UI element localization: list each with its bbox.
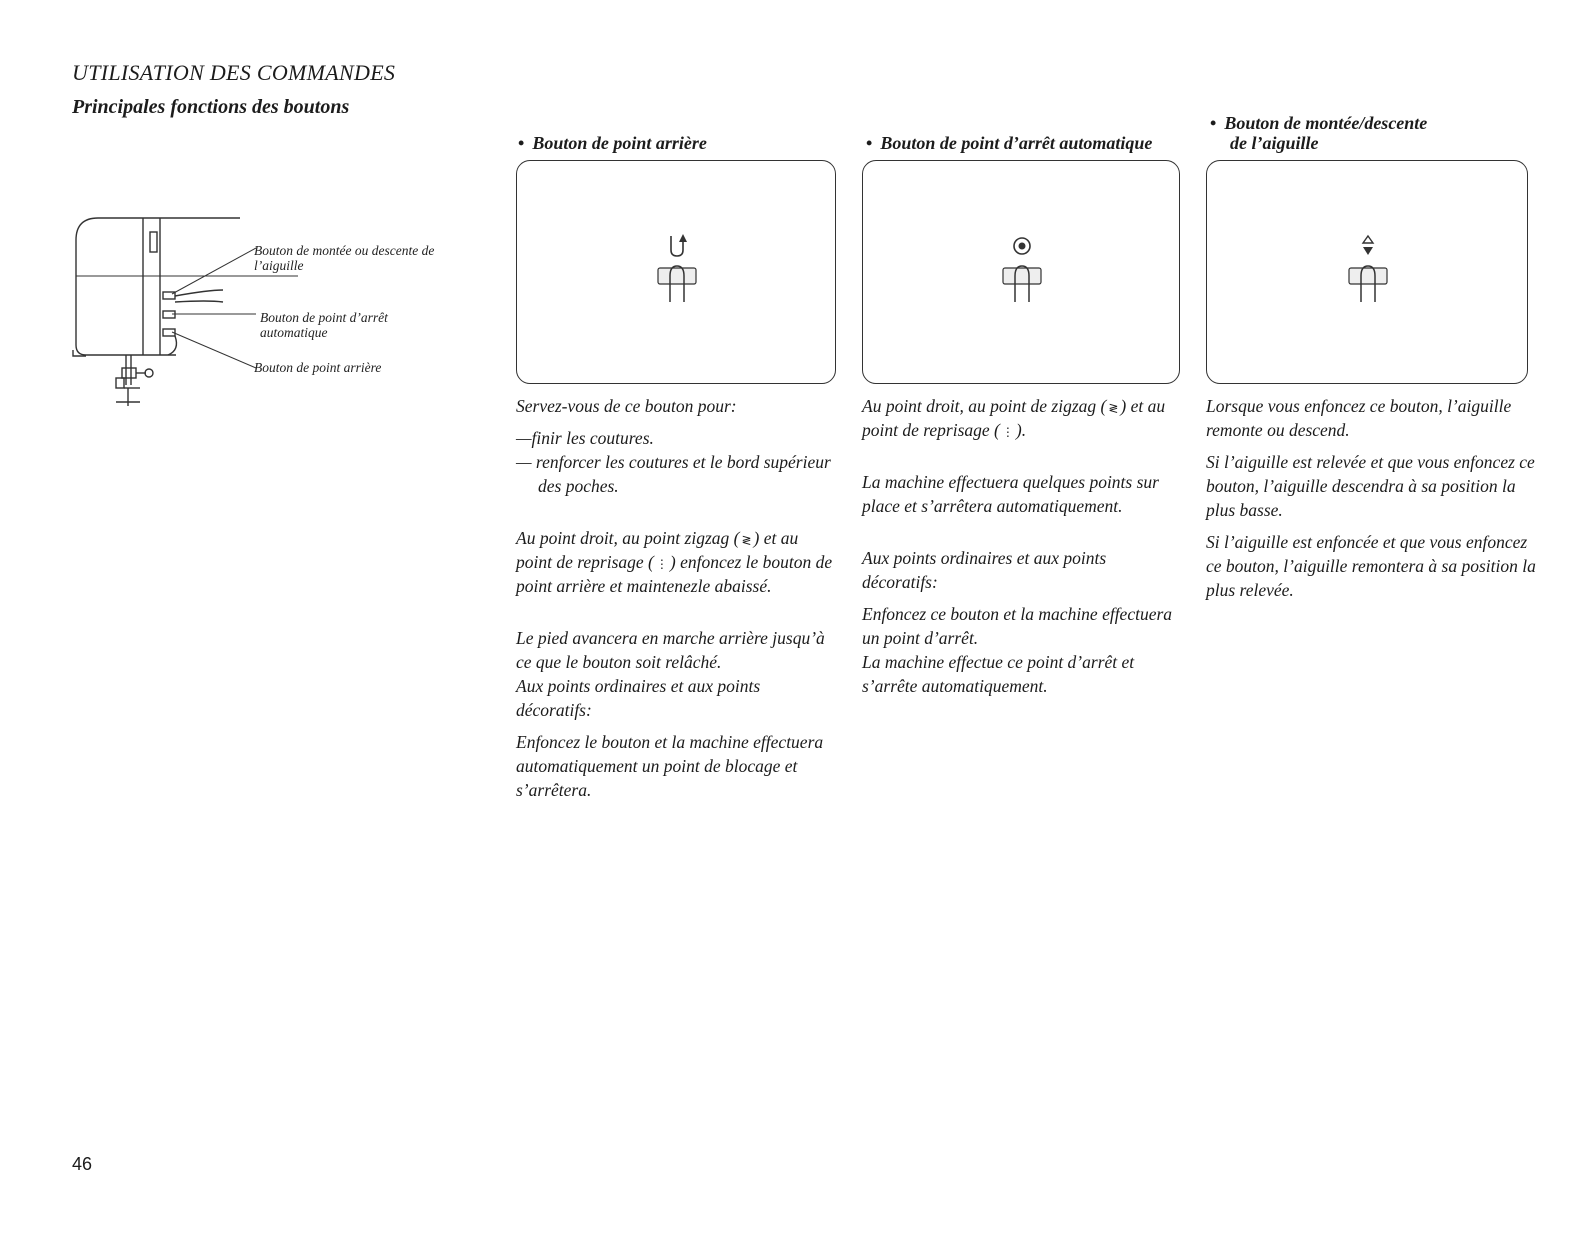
diagram-label-needle: Bouton de montée ou descente de l’aiguille bbox=[254, 243, 435, 273]
lock-stitch-dot-icon bbox=[986, 232, 1056, 312]
auto-lock-p1: Au point droit, au point de zigzag ( ≷ ) et au point de reprisage ( ⋮ ). bbox=[862, 396, 1166, 440]
darning-icon: ⋮ bbox=[655, 556, 668, 571]
diagram-label-reverse: Bouton de point arrière bbox=[254, 360, 382, 375]
auto-lock-p3: Aux points ordinaires et aux points décoratifs: bbox=[862, 548, 1107, 592]
zigzag-icon: ≷ bbox=[1108, 400, 1119, 415]
machine-diagram bbox=[68, 210, 468, 410]
reverse-item-2: — renforcer les coutures et le bord supérieur des poches. bbox=[516, 452, 831, 496]
column-text-reverse bbox=[516, 394, 836, 810]
needle-p1: Lorsque vous enfoncez ce bouton, l’aiguille remonte ou descend. bbox=[1206, 396, 1512, 440]
page-subtitle: Principales fonctions des boutons bbox=[72, 96, 350, 118]
needle-p3: Si l’aiguille est enfoncée et que vous enfoncez ce bouton, l’aiguille remontera à sa position la plus relevée. bbox=[1206, 532, 1536, 600]
auto-lock-button-panel bbox=[862, 160, 1180, 384]
column-text-auto-lock bbox=[862, 394, 1184, 706]
auto-lock-p2: La machine effectuera quelques points sur place et s’arrêtera automatiquement. bbox=[862, 472, 1159, 516]
darning-icon: ⋮ bbox=[1001, 424, 1014, 439]
page-number: 46 bbox=[72, 1154, 93, 1174]
reverse-p4: Enfoncez le bouton et la machine effectuera automatiquement un point de blocage et s’arrêtera. bbox=[516, 732, 824, 800]
needle-p2: Si l’aiguille est relevée et que vous enfoncez ce bouton, l’aiguille descendra à sa position la plus basse. bbox=[1206, 452, 1535, 520]
reverse-p1: Au point droit, au point zigzag ( ≷ ) et au point de reprisage ( ⋮ ) enfoncez le bouton de point arrière et maintenezle abaissé. bbox=[516, 528, 833, 596]
reverse-p3: Aux points ordinaires et aux points décoratifs: bbox=[516, 676, 761, 720]
reverse-intro: Servez-vous de ce bouton pour: bbox=[516, 396, 737, 416]
diagram-label-auto-lock: Bouton de point d’arrêt automatique bbox=[260, 310, 388, 340]
auto-lock-p4: Enfoncez ce bouton et la machine effectuera un point d’arrêt. bbox=[862, 604, 1173, 648]
needle-up-down-icon bbox=[1332, 232, 1402, 312]
reverse-arrow-icon bbox=[641, 232, 711, 312]
page-title: UTILISATION DES COMMANDES bbox=[72, 60, 396, 85]
auto-lock-p5: La machine effectue ce point d’arrêt et s’arrête automatiquement. bbox=[862, 652, 1135, 696]
reverse-p2: Le pied avancera en marche arrière jusqu’à ce que le bouton soit relâché. bbox=[516, 628, 825, 672]
reverse-button-panel bbox=[516, 160, 836, 384]
column-heading-needle: • Bouton de montée/descente de l’aiguille bbox=[1210, 113, 1428, 153]
reverse-item-1: —finir les coutures. bbox=[516, 428, 654, 448]
column-heading-auto-lock: • Bouton de point d’arrêt automatique bbox=[866, 133, 1153, 153]
column-text-needle bbox=[1206, 394, 1536, 610]
needle-button-panel bbox=[1206, 160, 1528, 384]
zigzag-icon: ≷ bbox=[741, 532, 752, 547]
column-heading-reverse: • Bouton de point arrière bbox=[518, 133, 707, 153]
